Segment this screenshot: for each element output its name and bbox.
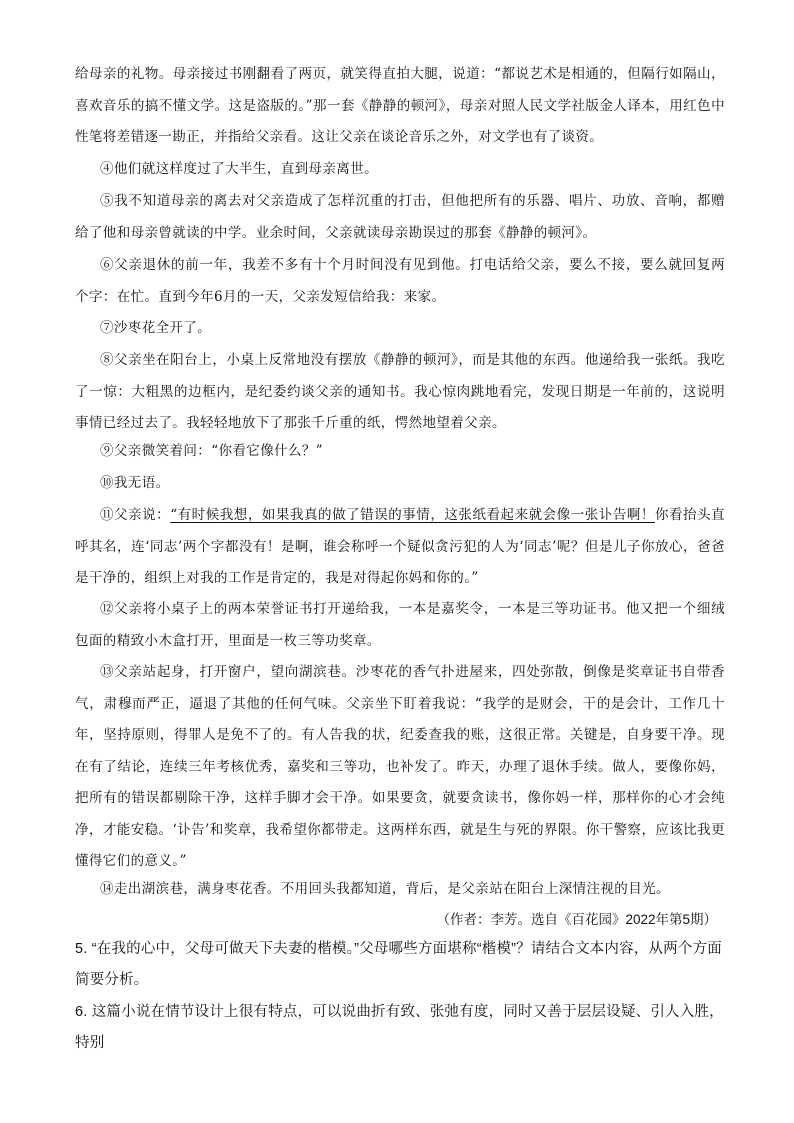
paragraph-continued: 给母亲的礼物。母亲接过书刚翻看了两页，就笑得直拍大腿，说道：“都说艺术是相通的，但隔行如隔山，喜欢音乐的搞不懂文学。这是盗版的。”那一套《静静的顿河》，母亲对照人民文学社版金人译本，用红色中性笔将差错逐一勘正，并指给父亲看。这让父亲在谈论音乐之外，对文学也有了谈资。 bbox=[75, 66, 725, 145]
paragraph-14: ⑭走出湖滨巷，满身枣花香。不用回头我都知道，背后，是父亲站在阳台上深情注视的目光。 bbox=[100, 881, 670, 897]
paragraph-10: ⑩我无语。 bbox=[100, 475, 170, 491]
question-6: 6. 这篇小说在情节设计上很有特点，可以说曲折有致、张弛有度，同时又善于层层设疑、引人入胜，特别 bbox=[75, 1004, 724, 1051]
paragraph-11-rest: 你看抬头直呼其名，连‘同志’两个字都没有！是啊，谁会称呼一个疑似贪污犯的人为‘同志’呢？但是儿子你放心，爸爸是干净的，组织上对我的工作是肯定的，我是对得起你妈和你的。” bbox=[75, 507, 726, 586]
paragraph-6: ⑥父亲退休的前一年，我差不多有十个月时间没有见到他。打电话给父亲，要么不接，要么就回复两个字：在忙。直到今年6月的一天，父亲发短信给我：来家。 bbox=[75, 257, 725, 305]
paragraph-9: ⑨父亲微笑着问：“你看它像什么？” bbox=[100, 443, 324, 459]
paragraph-13: ⑬父亲站起身，打开窗户，望向湖滨巷。沙枣花的香气扑进屋来，四处弥散，倒像是奖章证书自带香气，肃穆而严正，逼退了其他的任何气味。父亲坐下盯着我说：“我学的是财会，干的是会计，工作几十年，坚持原则，得罪人是免不了的。有人告我的状，纪委查我的账，这很正常。关键是，自身要干净。现在有了结论，连续三年考核优秀，嘉奖和三等功，也补发了。昨天，办理了退休手续。做人，要像你妈，把所有的错误都剔除干净，这样手脚才会干净。如果要贪，就要贪读书，像你妈一样，那样你的心才会纯净，才能安稳。‘讣告’和奖章，我希望你都带走。这两样东西，就是生与死的界限。你干警察，应该比我更懂得它们的意义。” bbox=[75, 664, 725, 869]
paragraph-4: ④他们就这样度过了大半生，直到母亲离世。 bbox=[100, 161, 378, 177]
paragraph-11-underlined-quote: “有时候我想，如果我真的做了错误的事情，这张纸看起来就会像一张讣告啊！ bbox=[170, 507, 655, 523]
paragraph-12: ⑫父亲将小桌子上的两本荣誉证书打开递给我，一本是嘉奖令，一本是三等功证书。他又把一个细绒包面的精致小木盒打开，里面是一枚三等功奖章。 bbox=[75, 601, 725, 649]
paragraph-8: ⑧父亲坐在阳台上，小桌上反常地没有摆放《静静的顿河》，而是其他的东西。他递给我一张纸。我吃了一惊：大粗黑的边框内，是纪委约谈父亲的通知书。我心惊肉跳地看完，发现日期是一年前的，这说明事情已经过去了。我轻轻地放下了那张千斤重的纸，愕然地望着父亲。 bbox=[75, 352, 725, 431]
paragraph-5: ⑤我不知道母亲的离去对父亲造成了怎样沉重的打击，但他把所有的乐器、唱片、功放、音响，都赠给了他和母亲曾就读的中学。业余时间，父亲就读母亲勘误过的那套《静静的顿河》。 bbox=[75, 193, 725, 241]
paragraph-11-lead: ⑪父亲说： bbox=[100, 507, 171, 523]
source-credit: （作者：李芳。选自《百花园》2022年第5期） bbox=[436, 912, 717, 927]
question-5: 5. “在我的心中，父母可做天下夫妻的楷模。”父母哪些方面堪称“楷模”？请结合文本内容，从两个方面简要分析。 bbox=[75, 941, 722, 988]
paragraph-11 bbox=[75, 500, 725, 595]
paragraph-7: ⑦沙枣花全开了。 bbox=[100, 320, 212, 336]
